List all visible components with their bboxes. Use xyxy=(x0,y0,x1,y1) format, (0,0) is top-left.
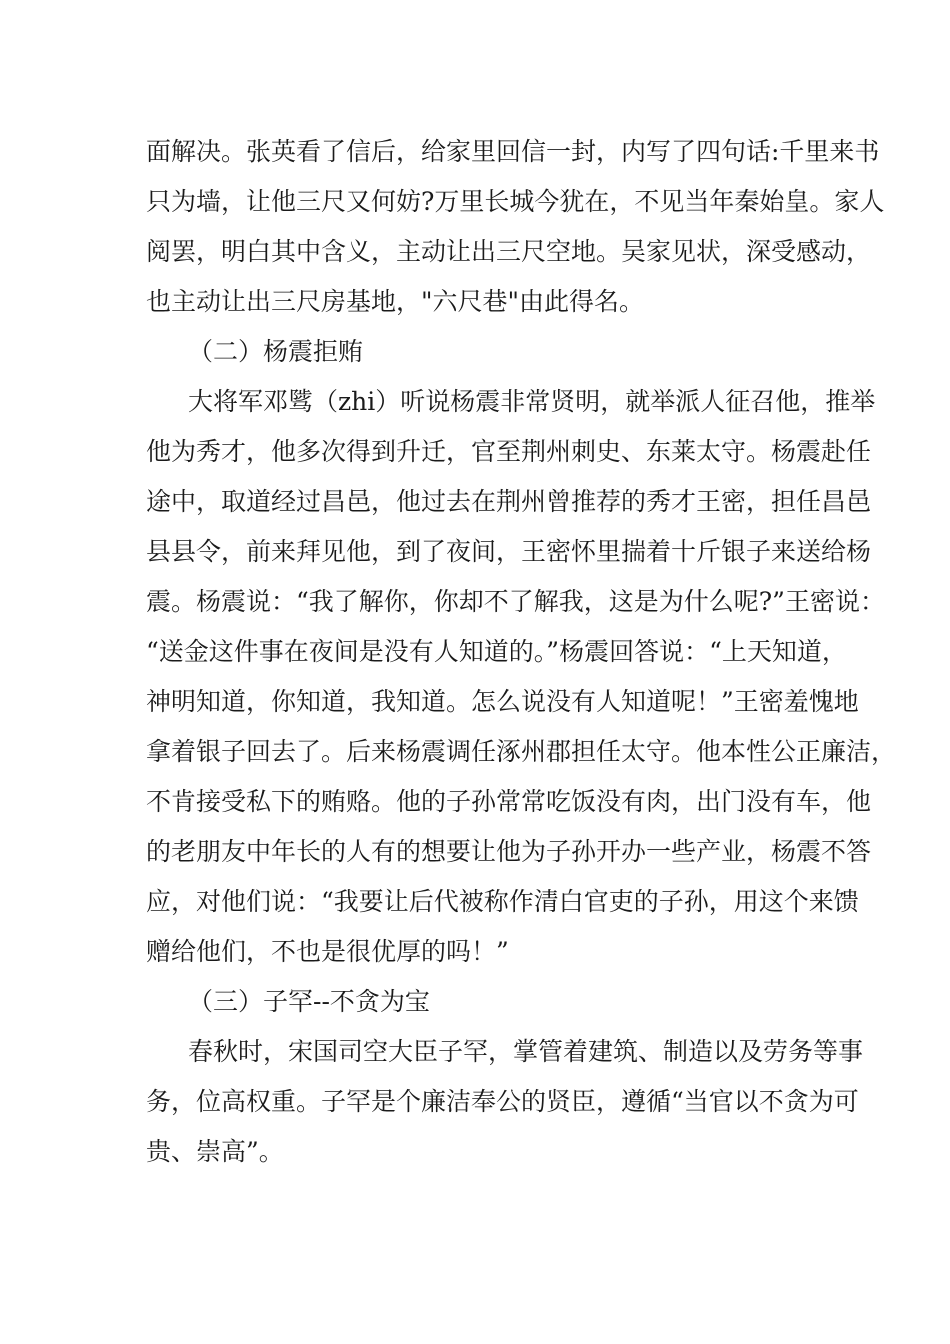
text-line: 应，对他们说：“我要让后代被称作清白官吏的子孙，用这个来馈 xyxy=(146,887,859,916)
paragraph-start: 大将军邓骘（zhi）听说杨震非常贤明，就举派人征召他，推举 xyxy=(188,387,876,416)
paragraph-start: 春秋时，宋国司空大臣子罕，掌管着建筑、制造以及劳务等事 xyxy=(188,1037,864,1066)
text-line: 阅罢，明白其中含义，主动让出三尺空地。吴家见状，深受感动， xyxy=(146,237,872,266)
text-line: “送金这件事在夜间是没有人知道的。”杨震回答说：“上天知道， xyxy=(146,637,847,666)
text-line: 的老朋友中年长的人有的想要让他为子孙开办一些产业，杨震不答 xyxy=(146,837,872,866)
text-line: 也主动让出三尺房基地，"六尺巷"由此得名。 xyxy=(146,287,644,316)
section-heading-2: （二）杨震拒贿 xyxy=(188,337,364,366)
text-line: 他为秀才，他多次得到升迁，官至荆州刺史、东莱太守。杨震赴任 xyxy=(146,437,872,466)
text-line: 神明知道，你知道，我知道。怎么说没有人知道呢！”王密羞愧地 xyxy=(146,687,859,716)
text-line: 震。杨震说：“我了解你，你却不了解我，这是为什么呢?”王密说： xyxy=(146,587,885,616)
text-line: 拿着银子回去了。后来杨震调任涿州郡担任太守。他本性公正廉洁， xyxy=(146,737,897,766)
text-line: 不肯接受私下的贿赂。他的子孙常常吃饭没有肉，出门没有车，他 xyxy=(146,787,872,816)
text-line: 赠给他们，不也是很优厚的吗！” xyxy=(146,937,509,966)
text-line: 县县令，前来拜见他，到了夜间，王密怀里揣着十斤银子来送给杨 xyxy=(146,537,872,566)
text-line: 面解决。张英看了信后，给家里回信一封，内写了四句话:千里来书 xyxy=(146,137,880,166)
text-line: 贵、崇高”。 xyxy=(146,1137,284,1166)
text-line: 只为墙，让他三尺又何妨?万里长城今犹在，不见当年秦始皇。家人 xyxy=(146,187,885,216)
text-line: 途中，取道经过昌邑，他过去在荆州曾推荐的秀才王密，担任昌邑 xyxy=(146,487,872,516)
text-line: 务，位高权重。子罕是个廉洁奉公的贤臣，遵循“当官以不贪为可 xyxy=(146,1087,859,1116)
section-heading-3: （三）子罕--不贪为宝 xyxy=(188,987,430,1016)
